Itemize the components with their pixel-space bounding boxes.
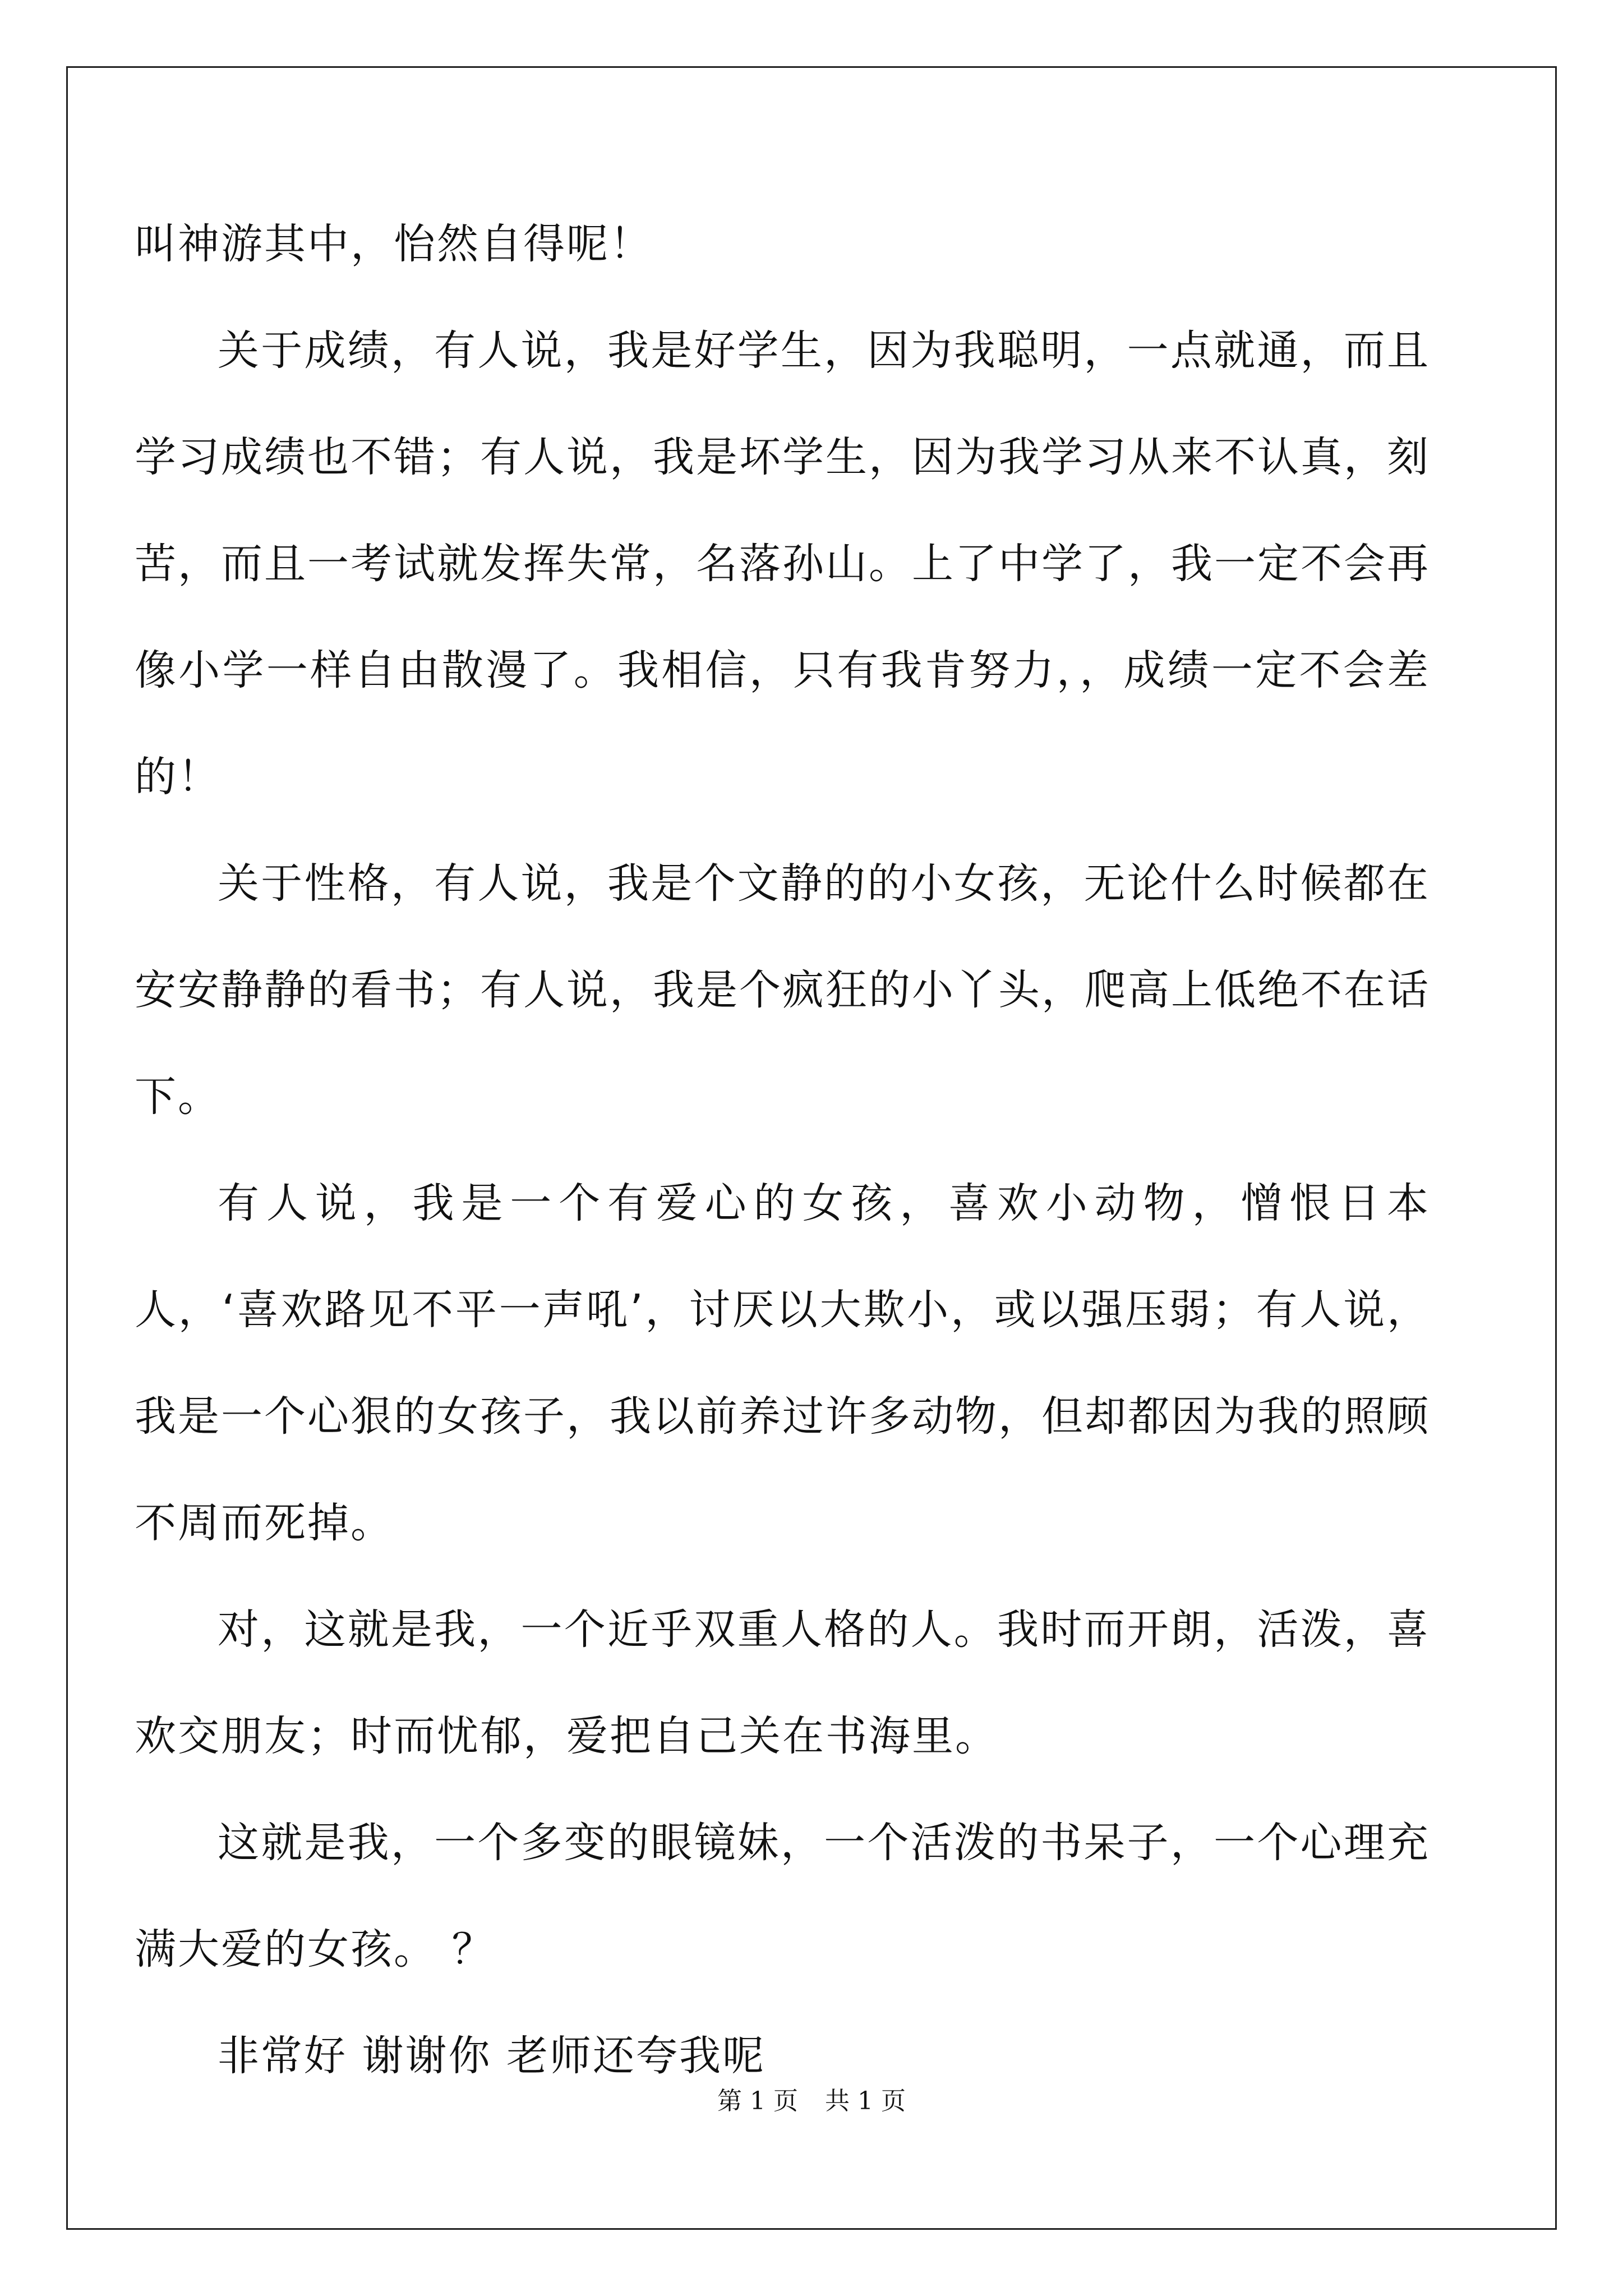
page-number-total: 共 1 页 <box>825 2087 906 2115</box>
document-body <box>135 191 1430 2109</box>
paragraph-comment: 非常好 谢谢你 老师还夸我呢 <box>218 2032 766 2080</box>
paragraph-compassion: 有人说，我是一个有爱心的女孩，喜欢小动物，憎恨日本人，‘喜欢路见不平一声吼’，讨厌以大欺小，或以强压弱；有人说，我是一个心狠的女孩子，我以前养过许多动物，但却都因为我的照顾不周而死掉。 <box>135 1179 1430 1547</box>
paragraph-conclusion: 这就是我，一个多变的眼镜妹，一个活泼的书呆子，一个心理充满大爱的女孩。 ？ <box>135 1819 1430 1973</box>
paragraph-grades: 关于成绩，有人说，我是好学生，因为我聪明，一点就通，而且学习成绩也不错；有人说，我是坏学生，因为我学习从来不认真，刻苦，而且一考试就发挥失常，名落孙山。上了中学了，我一定不会再像小学一样自由散漫了。我相信，只有我肯努力，，成绩一定不会差的！ <box>135 326 1430 801</box>
page-number-current: 第 1 页 <box>717 2087 798 2115</box>
paragraph-continuation: 叫神游其中，怡然自得呢！ <box>135 220 653 268</box>
paragraph-personality: 关于性格，有人说，我是个文静的的小女孩，无论什么时候都在安安静静的看书；有人说，我是个疯狂的小丫头，爬高上低绝不在话下。 <box>135 859 1430 1121</box>
paragraph-dual-personality: 对，这就是我，一个近乎双重人格的人。我时而开朗，活泼，喜欢交朋友；时而忧郁，爱把自己关在书海里。 <box>135 1605 1430 1760</box>
page-footer <box>0 2081 1623 2116</box>
